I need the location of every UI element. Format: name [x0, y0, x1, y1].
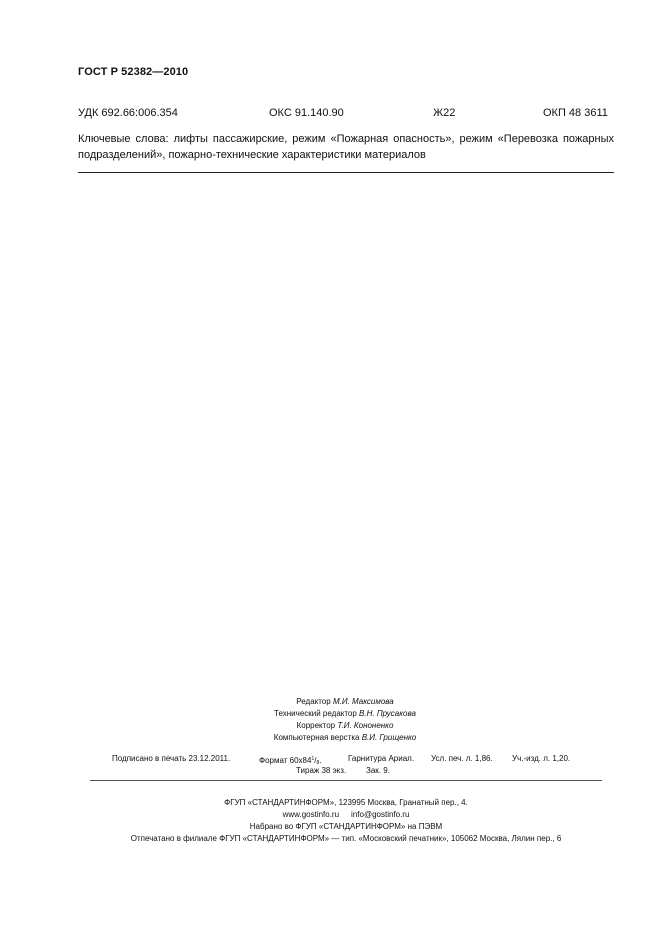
udk-code: УДК 692.66:006.354: [78, 107, 178, 119]
print-run: Тираж 38 экз.: [296, 766, 347, 775]
corrector-name: Т.И. Кононенко: [337, 721, 394, 730]
publisher-contacts: [90, 809, 602, 821]
order-number: Зак. 9.: [366, 766, 390, 775]
publisher-sheets: Уч.-изд. л. 1,20.: [512, 754, 571, 763]
signed-date: Подписано в печать 23.12.2011.: [112, 754, 231, 763]
top-divider: [78, 172, 614, 173]
okp-code: ОКП 48 3611: [543, 107, 608, 119]
editor-name: М.И. Максимова: [332, 697, 394, 706]
publisher-website: www.gostinfo.ru: [282, 810, 340, 819]
format-denominator: 8: [316, 760, 320, 766]
format-suffix: .: [319, 756, 322, 765]
editor-label: Редактор: [296, 697, 333, 706]
credits-block: [230, 696, 460, 744]
print-info-block: [112, 753, 612, 777]
format-prefix: Формат 60x84: [259, 756, 312, 765]
layout-label: Компьютерная верстка: [273, 733, 362, 742]
print-info-row-1: [112, 753, 612, 765]
typeface: Гарнитура Ариал.: [348, 754, 415, 763]
classification-row: [78, 107, 614, 121]
bottom-divider: [90, 780, 602, 781]
tech-editor-name: В.Н. Прусакова: [359, 709, 416, 718]
publisher-block: [90, 797, 602, 845]
credit-layout: [230, 732, 460, 744]
layout-name: В.И. Грищенко: [361, 733, 417, 742]
tech-editor-label: Технический редактор: [274, 709, 360, 718]
credit-corrector: [230, 720, 460, 732]
publisher-email: info@gostinfo.ru: [351, 810, 410, 819]
keywords-line-1: Ключевые слова: лифты пассажирские, режим «Пожарная опасность», режим «Перевозка пожарных: [78, 133, 614, 145]
printed-sheets: Усл. печ. л. 1,86.: [431, 754, 493, 763]
credit-editor: [230, 696, 460, 708]
paper-format: Формат $60x84^1/_8$.: [259, 756, 322, 766]
oks-code: ОКС 91.140.90: [269, 107, 344, 119]
typeset-note: Набрано во ФГУП «СТАНДАРТИНФОРМ» на ПЭВМ: [249, 822, 443, 831]
publisher-address: ФГУП «СТАНДАРТИНФОРМ», 123995 Москва, Гранатный пер., 4.: [224, 798, 468, 807]
standard-code: ГОСТ Р 52382—2010: [78, 66, 189, 78]
credit-tech-editor: [230, 708, 460, 720]
corrector-label: Корректор: [296, 721, 338, 730]
keywords-block: [78, 131, 614, 163]
format-numerator: 1: [311, 756, 315, 762]
keywords-line-2: подразделений», пожарно-технические характеристики материалов: [78, 149, 426, 161]
printed-note: Отпечатано в филиале ФГУП «СТАНДАРТИНФОРМ» — тип. «Московский печатник», 105062 Москва, Лялин пер., 6: [130, 834, 562, 843]
print-info-row-2: [112, 765, 612, 777]
group-code: Ж22: [433, 107, 456, 119]
